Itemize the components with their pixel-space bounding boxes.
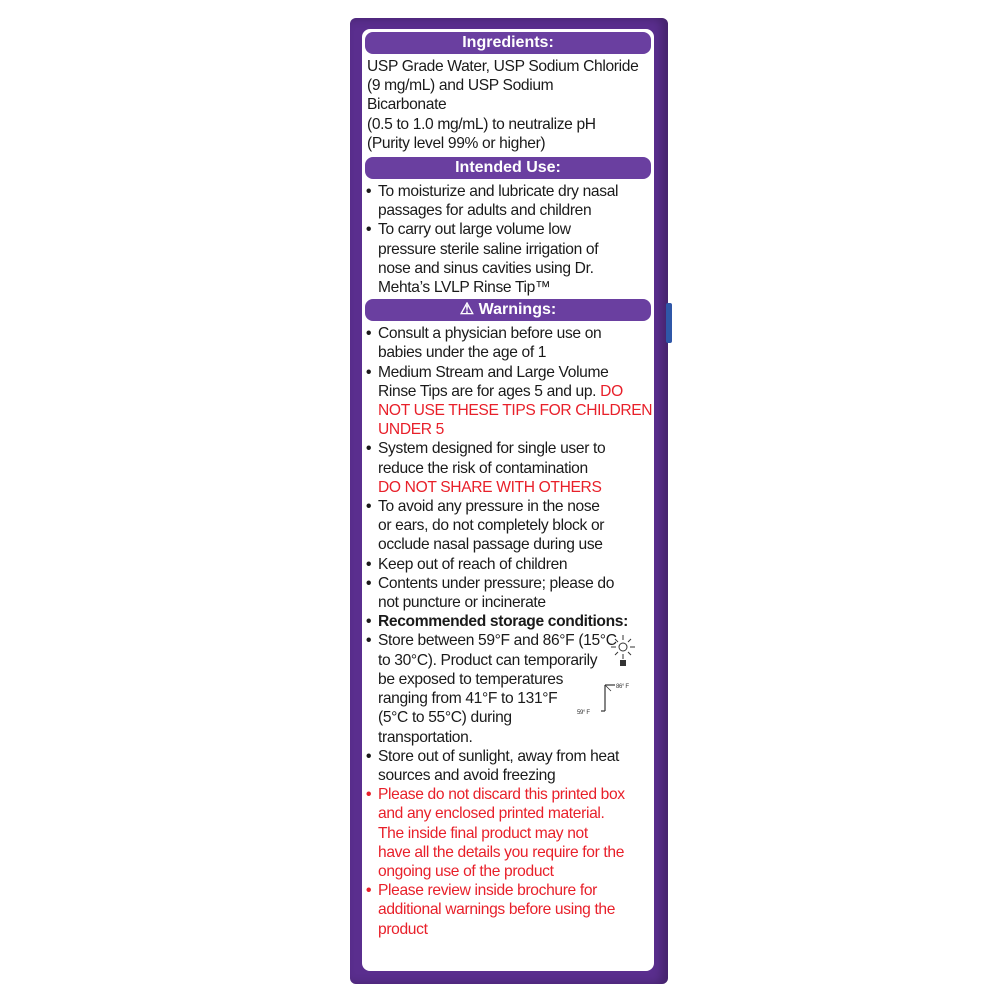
notice-item: • Please review inside brochure for additional warnings before using the product — [365, 881, 651, 939]
list-item: • Keep out of reach of children — [365, 555, 651, 574]
list-item: • Store out of sunlight, away from heat sources and avoid freezing — [365, 747, 651, 785]
storage-icons — [575, 633, 645, 723]
notice-item: • Please do not discard this printed box and any enclosed printed material. The inside final product may not have all the details you require for the ongoing use of the product — [365, 785, 651, 881]
temp-high-label: 86° F — [616, 684, 629, 691]
list-item: • Store between 59°F and 86°F (15°C to 30°C). Product can temporarily be exposed to temperatures ranging from 41°F to 131°F (5°C to 55°C) during transportation. 86° F 59° F — [365, 631, 651, 746]
box-icon — [620, 660, 626, 666]
list-item: • To avoid any pressure in the nose or ears, do not completely block or occlude nasal passage during use — [365, 497, 651, 555]
list-item: • Consult a physician before use on babies under the age of 1 — [365, 324, 651, 362]
ingredients-text: USP Grade Water, USP Sodium Chloride (9 mg/mL) and USP Sodium Bicarbonate (0.5 to 1.0 mg/mL) to neutralize pH (Purity level 99% or higher) — [367, 58, 639, 152]
label-panel — [362, 29, 654, 971]
list-item: • To moisturize and lubricate dry nasal passages for adults and children — [365, 182, 651, 220]
intended-use-list — [365, 182, 651, 297]
box-tab — [666, 303, 672, 343]
storage-heading: • Recommended storage conditions: — [365, 612, 651, 631]
warnings-list — [365, 324, 651, 939]
list-item: • Contents under pressure; please do not puncture or incinerate — [365, 574, 651, 612]
list-item: • To carry out large volume low pressure sterile saline irrigation of nose and sinus cavities using Dr. Mehta’s LVLP Rinse Tip™ — [365, 220, 651, 297]
temp-low-label: 59° F — [577, 710, 590, 717]
intended-use-header: Intended Use: — [365, 157, 651, 179]
sun-icon — [611, 635, 635, 659]
warnings-header: ⚠ Warnings: — [365, 299, 651, 321]
thermometer-icon — [601, 685, 615, 711]
list-item: • System designed for single user to reduce the risk of contamination DO NOT SHARE WITH OTHERS — [365, 439, 651, 497]
list-item: • Medium Stream and Large Volume Rinse Tips are for ages 5 and up. DO NOT USE THESE TIPS FOR CHILDREN UNDER 5 — [365, 363, 651, 440]
ingredients-header: Ingredients: — [365, 32, 651, 54]
